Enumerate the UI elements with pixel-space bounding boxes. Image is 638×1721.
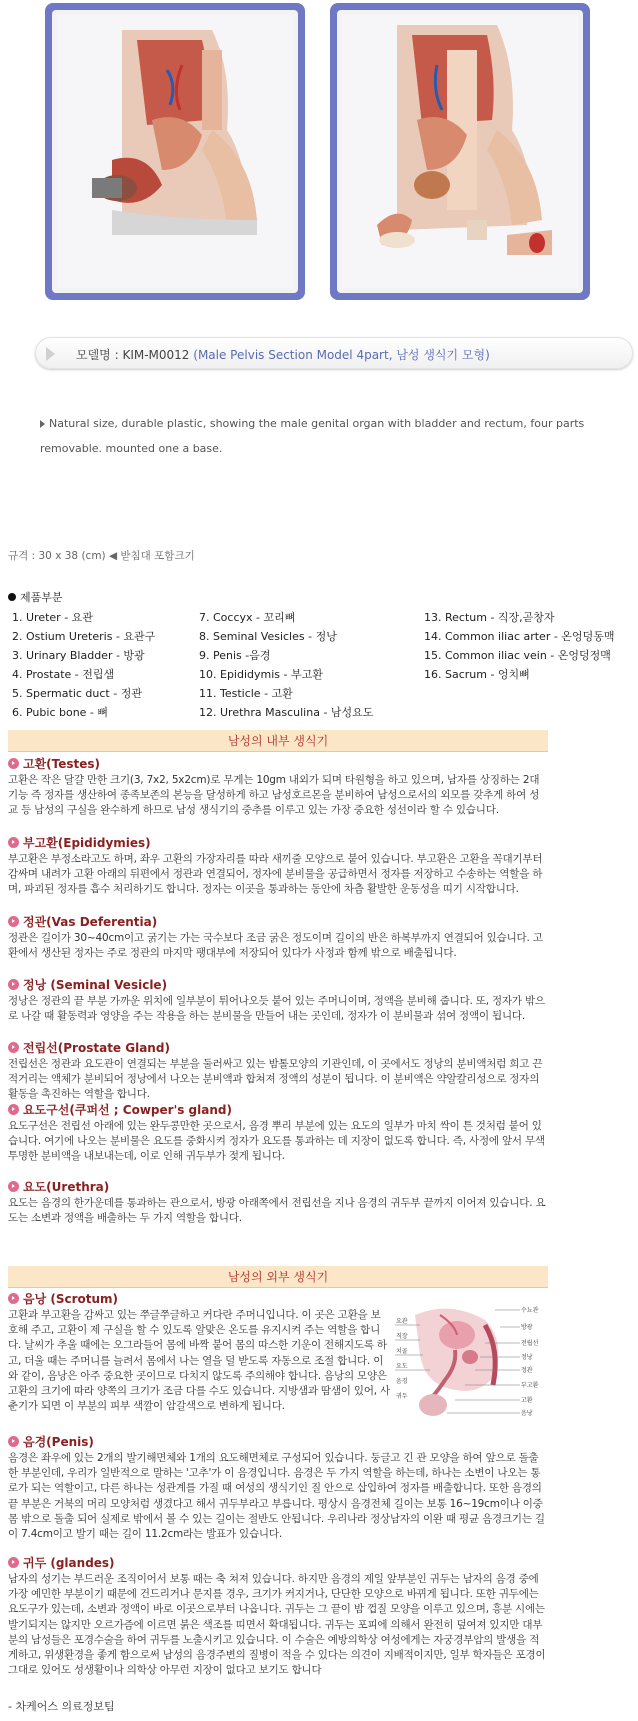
- parts-column-3: [424, 608, 614, 684]
- part-item: 4. Prostate - 전립샘: [12, 668, 115, 681]
- topic-body: 남자의 성기는 부드러운 조직이어서 보통 때는 축 쳐져 있습니다. 하지만 음경의 제일 앞부분인 귀두는 남자의 음경 중에 가장 예민한 부분이기 때문에 건드리거나 문지를 경우, 크기가 커지거나, 단단한 모양으로 바뀌게 됩니다. 또한 귀두에는 요도구가 있는데, 소변과 정액이 바로 이곳으로부터 나옵니다. 귀두는 그 끝이 밤 껍질 모양을 이루고 있으며, 흥분 시에는 발기되지는 않지만 오르가즘에 이르면 붉은 색조를 띠면서 확대됩니다. 귀두는 포피에 의해서 완전히 덮여져 있지만 대부분의 남성들은 포경수술을 하여 귀두를 노출시키고 있습니다. 이 수술은 예방의학상 여성에게는 자궁경부암의 발생을 적게하고, 위생환경을 좋게 함으로써 남성의 음경주변의 질병이 적을 수 있다는 의견이 지배적이지만, 일부 학자들은 포경이 그대로 있어도 성생활이나 의학상 아무런 지장이 없다고 보기도 합니다: [8, 1573, 546, 1677]
- topic-title: 음낭 (Scrotum): [23, 1292, 119, 1306]
- topic-body: 전립선은 정관과 요도관이 연결되는 부분을 둘러싸고 있는 밤톨모양의 기관인데, 이 곳에서도 정낭의 분비액처럼 희고 끈적거리는 액체가 분비되어 정낭에서 나오는 분비액과 합쳐져 정액의 성분이 됩니다. 이 분비액은 약알칼리성으로 정자의 활동을 촉진하는 역할을 합니다.: [8, 1058, 543, 1101]
- bullet-icon: [8, 1293, 19, 1304]
- part-item: 16. Sacrum - 엉치뼈: [424, 668, 530, 681]
- topic-body: 정관은 길이가 30~40cm이고 굵기는 가는 국수보다 조금 굵은 정도이며 길이의 반은 하복부까지 연결되어 있습니다. 고환에서 생산된 정자는 주로 정관의 마지막 팽대부에 저장되어 있다가 사정과 함께 밖으로 배출됩니다.: [8, 932, 543, 960]
- model-name-bar: [35, 337, 633, 369]
- product-description: [40, 411, 630, 461]
- bullet-icon: [8, 837, 19, 848]
- diagram-label: 귀두: [396, 1393, 408, 1400]
- bullet-dot-icon: [8, 593, 16, 601]
- part-item: 12. Urethra Masculina - 남성요도: [199, 706, 374, 719]
- diagram-label: 정낭: [521, 1354, 533, 1361]
- parts-column-1: [12, 608, 155, 722]
- model-label: 모델명 :: [76, 348, 123, 362]
- size-spec: 규격 : 30 x 38 (cm) ◀ 받침대 포함크기: [8, 550, 195, 562]
- part-item: 3. Urinary Bladder - 방광: [12, 649, 145, 662]
- bullet-icon: [8, 1181, 19, 1192]
- diagram-label: 치골: [396, 1348, 408, 1355]
- part-item: 9. Penis -음경: [199, 649, 271, 662]
- part-item: 15. Common iliac vein - 온엉덩정맥: [424, 649, 611, 662]
- footer-credit: - 차케어스 의료정보팀: [8, 1700, 115, 1713]
- part-item: 5. Spermatic duct - 정관: [12, 687, 142, 700]
- part-item: 1. Ureter - 요관: [12, 611, 93, 624]
- internal-section-header: 남성의 내부 생식기: [8, 730, 548, 752]
- part-item: 2. Ostium Ureteris - 요관구: [12, 630, 156, 643]
- bullet-icon: [8, 1557, 19, 1568]
- topic-penis: [8, 1433, 548, 1542]
- topic-vas-deferens: [8, 913, 548, 961]
- part-item: 14. Common iliac arter - 온엉덩동맥: [424, 630, 615, 643]
- topic-body: 고환과 부고환을 감싸고 있는 쭈글쭈글하고 커다란 주머니입니다. 이 곳은 고환을 보호해 주고, 고환이 제 구실을 할 수 있도록 알맞은 온도를 유지시켜 주는 역할을 합니다. 날씨가 추울 때에는 오그라들어 몸에 바짝 붙어 몸의 따스한 기운이 전해지도록 하고, 더울 때는 주머니를 늘려서 몸에서 나는 열을 덜 받도록 자동으로 조절 합니다. 이와 같이, 음낭은 아주 중요한 곳이므로 다치지 않도록 주의해야 합니다. 음낭의 모양은 고환의 크기에 따라 양쪽의 크기가 조금 다를 수도 있습니다. 지방샘과 땀샘이 있어, 사춘기가 되면 이 부분의 피부 색깔이 암갈색으로 변하게 됩니다.: [8, 1309, 390, 1413]
- topic-body: 요도는 음경의 한가운데를 통과하는 관으로서, 방광 아래쪽에서 전립선을 지나 음경의 귀두부 끝까지 이어져 있습니다. 요도는 소변과 정액을 배출하는 두 가지 역할을 합니다.: [8, 1197, 546, 1225]
- parts-column-2: [199, 608, 373, 722]
- diagram-label: 방광: [521, 1324, 533, 1331]
- topic-prostate: [8, 1039, 548, 1103]
- topic-cowpers-gland: [8, 1101, 548, 1165]
- topic-glans: [8, 1554, 548, 1678]
- topic-body: 정낭은 정관의 끝 부분 가까운 위치에 일부분이 튀어나오듯 붙어 있는 주머니이며, 정액을 분비해 줍니다. 또, 정자가 밖으로 나갈 때 활동력과 영양을 주는 작용을 하는 분비물을 만들어 내는 곳인데, 정자가 이 분비물과 섞여 정액이 됩니다.: [8, 995, 545, 1023]
- bullet-icon: [8, 916, 19, 927]
- diagram-label: 음낭: [521, 1410, 533, 1417]
- diagram-label: 부고환: [521, 1382, 539, 1389]
- part-item: 7. Coccyx - 꼬리뼈: [199, 611, 296, 624]
- parts-list: [8, 589, 638, 719]
- part-item: 8. Seminal Vesicles - 정낭: [199, 630, 337, 643]
- topic-title: 귀두 (glandes): [23, 1556, 115, 1570]
- topic-epididymis: [8, 834, 548, 898]
- topic-title: 요도구선(쿠퍼선 ; Cowper's gland): [23, 1103, 232, 1117]
- model-photo-parts: [330, 3, 590, 300]
- topic-title: 전립선(Prostate Gland): [23, 1041, 170, 1055]
- external-section-header: 남성의 외부 생식기: [8, 1266, 548, 1288]
- topic-seminal-vesicle: [8, 976, 548, 1024]
- parts-header: 제품부분: [20, 591, 63, 604]
- bullet-arrow-icon: [40, 420, 45, 428]
- diagram-label: 요관: [396, 1318, 408, 1325]
- diagram-label: 음경: [396, 1378, 408, 1385]
- part-item: 11. Testicle - 고환: [199, 687, 293, 700]
- topic-testes: [8, 755, 548, 819]
- diagram-label: 고환: [521, 1397, 533, 1404]
- part-item: 6. Pubic bone - 뼈: [12, 706, 109, 719]
- bullet-icon: [8, 1436, 19, 1447]
- bullet-icon: [8, 979, 19, 990]
- topic-body: 부고환은 부정소라고도 하며, 좌우 고환의 가장자리를 따라 새끼줄 모양으로 붙어 있습니다. 부고환은 고환을 꼭대기부터 감싸며 내려가 고환 아래의 뒤편에서 정관과 연결되어, 정자에 분비물을 공급하면서 정자를 저장하고 수송하는 역할을 하며, 파괴된 정자를 흡수 처리하기도 합니다. 정자는 이곳을 통과하는 동안에 차츰 활발한 운동성을 띠기 시작합니다.: [8, 853, 543, 896]
- model-title: (Male Pelvis Section Model 4part, 남성 생식기 모형): [193, 348, 490, 362]
- bullet-icon: [8, 1104, 19, 1115]
- bullet-icon: [8, 1042, 19, 1053]
- bullet-icon: [8, 758, 19, 769]
- topic-body: 고환은 작은 달걀 만한 크기(3, 7x2, 5x2cm)로 무게는 10gm 내외가 되며 타원형을 하고 있으며, 남자를 상징하는 2대 기능 즉 정자를 생산하여 종족보존의 본능을 달성하게 하고 남성호르몬을 분비하여 남성으로서의 외모를 갖추게 하여 성교 등 남성의 구실을 완수하게 하므로 남성 생식기의 중추를 이루고 있는 가장 중요한 성선이라 할 수 있습니다.: [8, 774, 540, 817]
- diagram-label: 정관: [521, 1367, 533, 1374]
- diagram-label: 전립선: [521, 1340, 539, 1347]
- topic-title: 음경(Penis): [23, 1435, 94, 1449]
- part-item: 10. Epididymis - 부고환: [199, 668, 323, 681]
- model-code: KIM-M0012: [122, 348, 194, 362]
- topic-title: 요도(Urethra): [23, 1180, 110, 1194]
- diagram-label: 수뇨관: [521, 1307, 539, 1314]
- topic-body: 요도구선은 전립선 아래에 있는 완두콩만한 곳으로서, 음경 뿌리 부분에 있는 요도의 일부가 마치 싹이 튼 것처럼 붙어 있습니다. 여기에 나오는 분비물은 요도를 중화시켜 정자가 요도를 통과하는 데 지장이 없도록 합니다. 즉, 사정에 앞서 무색 투명한 분비액을 내보내는데, 이로 인해 귀두부가 젖게 됩니다.: [8, 1120, 545, 1163]
- arrow-icon: [46, 347, 55, 361]
- diagram-label: 직장: [396, 1333, 408, 1340]
- topic-body: 음경은 좌우에 있는 2개의 발기해면체와 1개의 요도해면체로 구성되어 있습니다. 둥글고 긴 관 모양을 하여 앞으로 돌출한 부분인데, 우리가 일반적으로 말하는 '고추'가 이 음경입니다. 음경은 두 가지 역할을 하는데, 하나는 소변이 나오는 통로가 되는 역할이고, 다른 하나는 성관계를 가질 때 여성의 생식기인 질 안으로 삽입하여 정자를 배출합니다. 또한 음경의 끝 부분은 거북의 머리 모양처럼 생겼다고 해서 귀두부라고 부릅니다. 평상시 음경전체 길이는 보통 16~19cm이나 이중 몸 밖으로 돌출 되어 실제로 밖에서 볼 수 있는 길이는 절반도 안됩니다. 우리나라 정상남자의 이완 때 평균 음경크기는 길이 7.4cm이고 발기 때는 길이 11.2cm라는 발표가 있습니다.: [8, 1452, 545, 1541]
- topic-title: 정낭 (Seminal Vesicle): [23, 978, 168, 992]
- topic-urethra: [8, 1178, 548, 1226]
- diagram-label: 요도: [396, 1363, 408, 1370]
- anatomy-diagram: [395, 1295, 545, 1430]
- part-item: 13. Rectum - 직장,곧창자: [424, 611, 555, 624]
- topic-title: 고환(Testes): [23, 757, 101, 771]
- topic-title: 정관(Vas Deferentia): [23, 915, 158, 929]
- model-photo-assembled: [45, 3, 305, 300]
- topic-title: 부고환(Epididymies): [23, 836, 151, 850]
- description-text: Natural size, durable plastic, showing the male genital organ with bladder and rectum, four parts removable. mounted one a base.: [40, 417, 585, 455]
